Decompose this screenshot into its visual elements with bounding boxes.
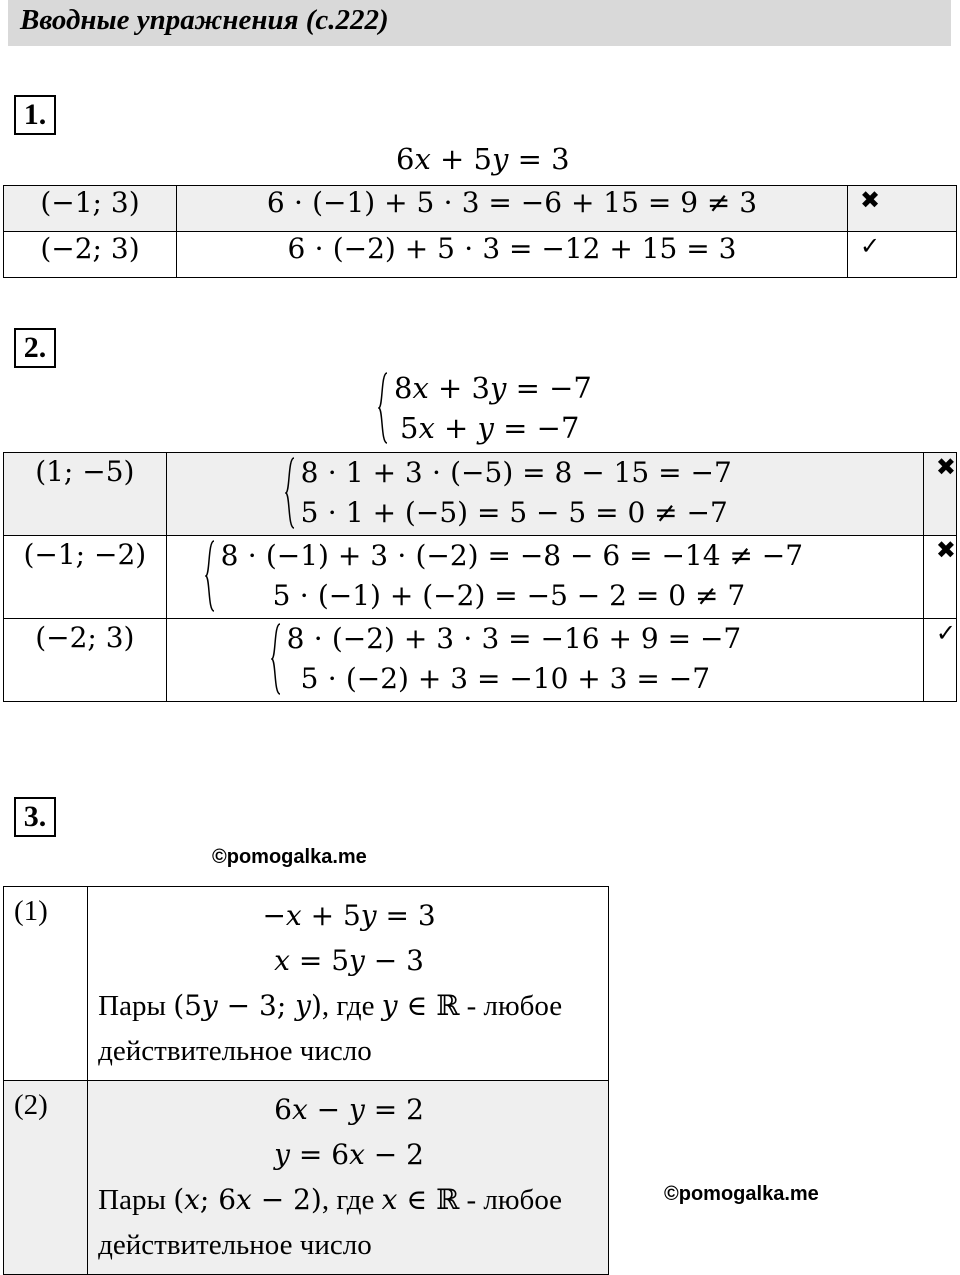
calc-cell: 6 ⋅ (−2) + 5 ⋅ 3 = −12 + 15 = 3 (177, 232, 848, 278)
exercise-3-number: 3. (14, 797, 56, 837)
answer-text: , где (321, 1184, 382, 1216)
title-bar (8, 0, 951, 46)
system-line: 8𝑥 + 3𝑦 = −7 (394, 371, 592, 405)
answer-line: действительное число (98, 1229, 372, 1261)
equation-line: −𝑥 + 5𝑦 = 3 (262, 899, 436, 932)
brace-icon (285, 457, 295, 529)
equation-line: 𝑥 = 5𝑦 − 3 (274, 944, 424, 977)
answer-condition: 𝑦 ∈ ℝ (381, 989, 460, 1022)
equation-line: 𝑦 = 6𝑥 − 2 (274, 1138, 424, 1171)
calc-cell: 6 ⋅ (−1) + 5 ⋅ 3 = −6 + 15 = 9 ≠ 3 (177, 186, 848, 232)
answer-pair: (5𝑦 − 3; 𝑦) (173, 989, 322, 1022)
calc-line: 8 ⋅ (−2) + 3 ⋅ 3 = −16 + 9 = −7 (286, 622, 742, 655)
brace-icon (205, 540, 215, 612)
answer-text: , где (321, 990, 382, 1022)
answer-text: - любое (459, 1184, 563, 1216)
solution-cell (88, 1081, 609, 1275)
pair-cell: (−1; −2) (4, 536, 167, 619)
brace-icon (378, 372, 388, 444)
answer-line (98, 1177, 600, 1223)
answer-text: Пары (98, 990, 174, 1022)
table-row (4, 619, 957, 702)
calc-line: 8 ⋅ 1 + 3 ⋅ (−5) = 8 − 15 = −7 (300, 456, 732, 489)
check-icon: ✓ (923, 619, 956, 702)
pair-cell: (−1; 3) (4, 186, 177, 232)
exercise-2-system (378, 368, 592, 448)
table-row (4, 453, 957, 536)
pair-cell: (1; −5) (4, 453, 167, 536)
answer-condition: 𝑥 ∈ ℝ (381, 1183, 460, 1216)
calc-line: 5 ⋅ 1 + (−5) = 5 − 5 = 0 ≠ −7 (300, 496, 728, 529)
answer-line: действительное число (98, 1035, 372, 1067)
exercise-1-table (3, 185, 957, 278)
answer-pair: (𝑥; 6𝑥 − 2) (173, 1183, 322, 1216)
exercise-2-table (3, 452, 957, 702)
answer-text: - любое (459, 990, 563, 1022)
row-label: (1) (4, 887, 88, 1081)
exercise-3-table (3, 886, 609, 1275)
cross-icon: ✖ (848, 186, 957, 232)
cross-icon: ✖ (923, 536, 956, 619)
watermark: ©pomogalka.me (212, 846, 367, 868)
calc-line: 8 ⋅ (−1) + 3 ⋅ (−2) = −8 − 6 = −14 ≠ −7 (220, 539, 804, 572)
page-title: Вводные упражнения (с.222) (20, 4, 389, 36)
exercise-1-equation: 6𝑥 + 5𝑦 = 3 (396, 142, 570, 176)
table-row (4, 232, 957, 278)
equation-line: 6𝑥 − 𝑦 = 2 (274, 1093, 424, 1126)
watermark: ©pomogalka.me (664, 1183, 819, 1205)
cross-icon: ✖ (923, 453, 956, 536)
table-row (4, 887, 609, 1081)
answer-line (98, 983, 600, 1029)
solution-cell (88, 887, 609, 1081)
brace-icon (271, 623, 281, 695)
exercise-2-number: 2. (14, 328, 56, 368)
system-line: 5𝑥 + 𝑦 = −7 (400, 411, 580, 445)
table-row (4, 186, 957, 232)
table-row (4, 1081, 609, 1275)
calc-line: 5 ⋅ (−2) + 3 = −10 + 3 = −7 (300, 662, 711, 695)
row-label: (2) (4, 1081, 88, 1275)
answer-text: Пары (98, 1184, 174, 1216)
check-icon: ✓ (848, 232, 957, 278)
exercise-1-number: 1. (14, 95, 56, 135)
pair-cell: (−2; 3) (4, 232, 177, 278)
table-row (4, 536, 957, 619)
pair-cell: (−2; 3) (4, 619, 167, 702)
calc-line: 5 ⋅ (−1) + (−2) = −5 − 2 = 0 ≠ 7 (272, 579, 746, 612)
